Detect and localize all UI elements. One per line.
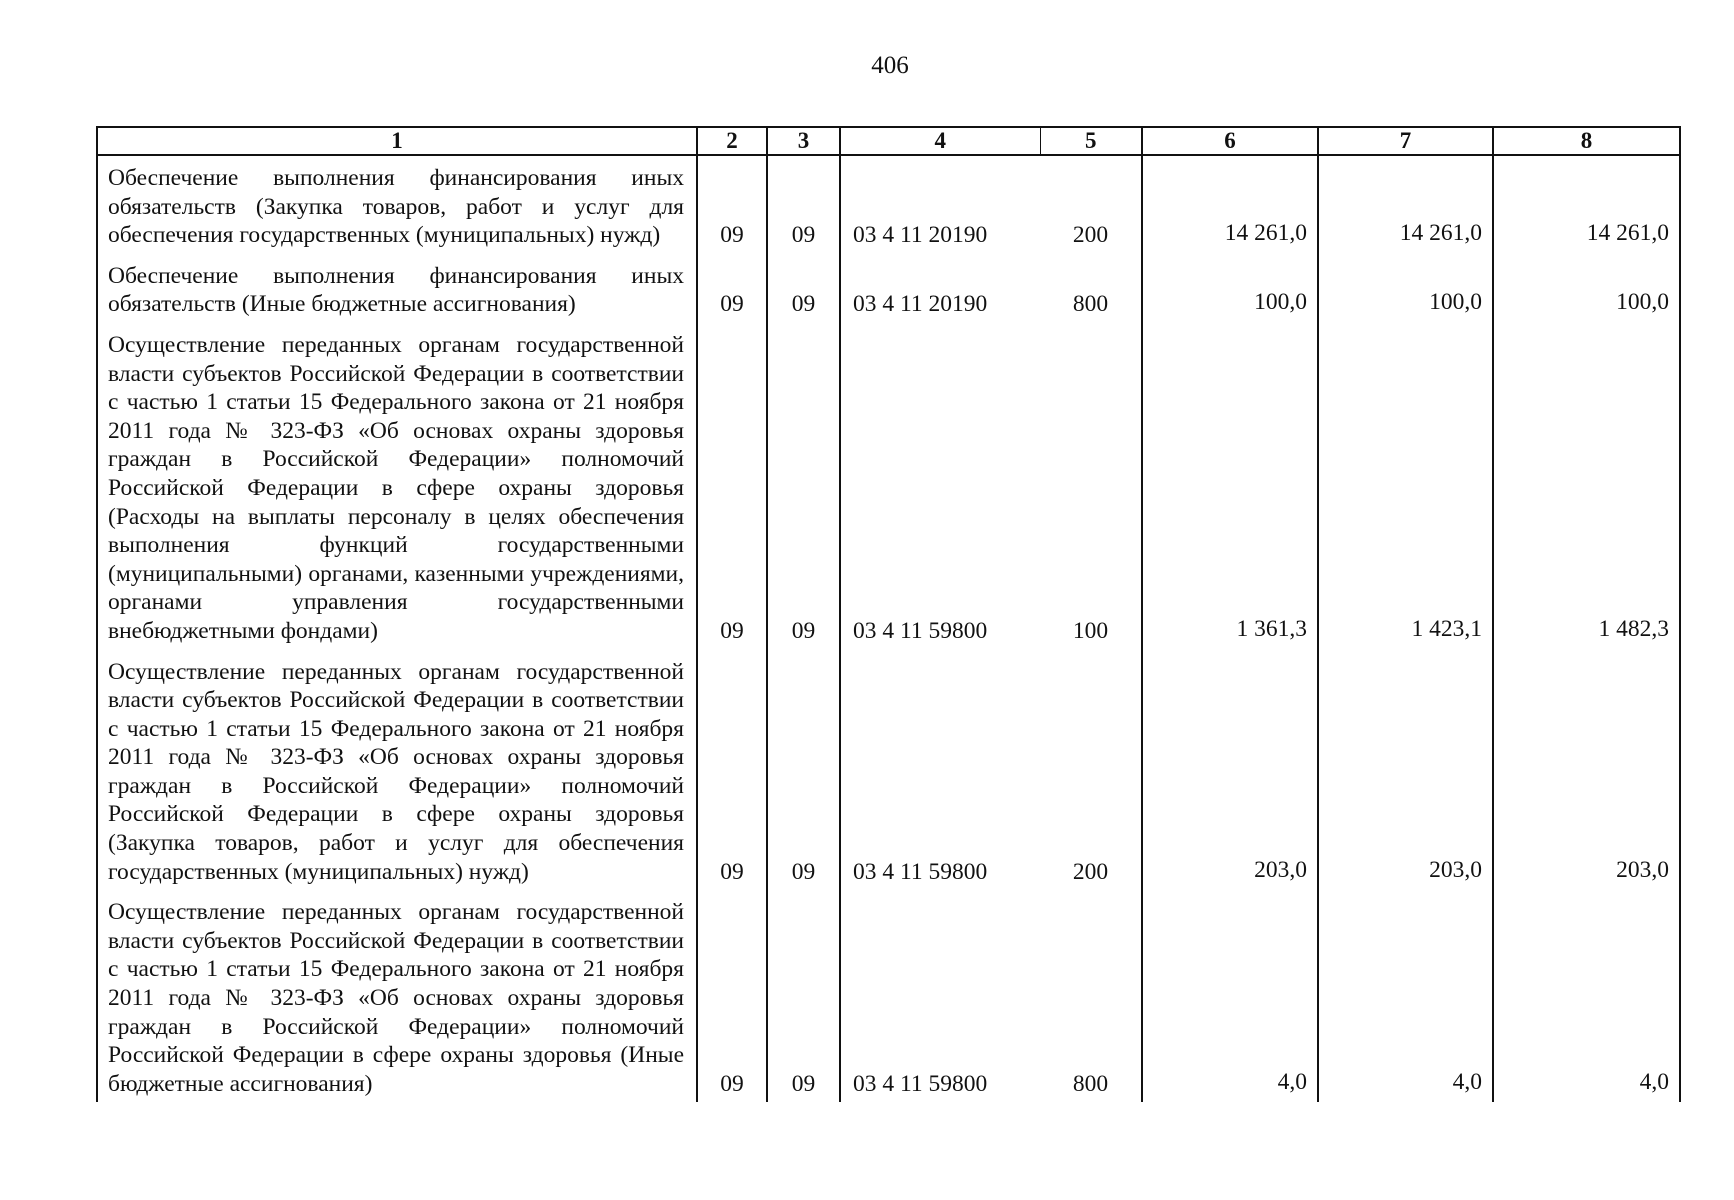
row-expense-type: 200: [1040, 650, 1142, 891]
header-col-5: 5: [1040, 127, 1142, 155]
row-amount-col-8: 203,0: [1493, 650, 1680, 891]
row-amount-col-7: 1 423,1: [1318, 323, 1493, 650]
row-section: 09: [697, 323, 767, 650]
budget-table: [96, 126, 1681, 1102]
header-col-3: 3: [767, 127, 840, 155]
row-expense-type: 200: [1040, 155, 1142, 254]
row-target-article: 03 4 11 59800: [840, 890, 1040, 1102]
row-expense-type: 800: [1040, 890, 1142, 1102]
row-section: 09: [697, 890, 767, 1102]
row-name: Осуществление переданных органам государственной власти субъектов Российской Федерации в соответствии с частью 1 статьи 15 Федерального закона от 21 ноября 2011 года № 323-ФЗ «Об основах охраны здоровья граждан в Российской Федерации» полномочий Российской Федерации в сфере охраны здоровья (Иные бюджетные ассигнования): [97, 890, 697, 1102]
table-row: [97, 323, 1680, 650]
row-target-article: 03 4 11 20190: [840, 254, 1040, 323]
row-amount-col-6: 1 361,3: [1142, 323, 1318, 650]
row-amount-col-7: 4,0: [1318, 890, 1493, 1102]
row-amount-col-8: 1 482,3: [1493, 323, 1680, 650]
row-amount-col-7: 100,0: [1318, 254, 1493, 323]
row-amount-col-6: 4,0: [1142, 890, 1318, 1102]
row-section: 09: [697, 650, 767, 891]
table-header-row: [97, 127, 1680, 155]
row-amount-col-8: 14 261,0: [1493, 155, 1680, 254]
row-section: 09: [697, 254, 767, 323]
header-col-1: 1: [97, 127, 697, 155]
header-col-4: 4: [840, 127, 1040, 155]
row-amount-col-8: 4,0: [1493, 890, 1680, 1102]
row-target-article: 03 4 11 59800: [840, 323, 1040, 650]
table-row: [97, 254, 1680, 323]
header-col-2: 2: [697, 127, 767, 155]
row-subsection: 09: [767, 323, 840, 650]
row-name: Осуществление переданных органам государственной власти субъектов Российской Федерации в соответствии с частью 1 статьи 15 Федерального закона от 21 ноября 2011 года № 323-ФЗ «Об основах охраны здоровья граждан в Российской Федерации» полномочий Российской Федерации в сфере охраны здоровья (Расходы на выплаты персоналу в целях обеспечения выполнения функций государственными (муниципальными) органами, казенными учреждениями, органами управления государственными внебюджетными фондами): [97, 323, 697, 650]
row-subsection: 09: [767, 155, 840, 254]
row-amount-col-6: 14 261,0: [1142, 155, 1318, 254]
header-col-8: 8: [1493, 127, 1680, 155]
row-amount-col-6: 203,0: [1142, 650, 1318, 891]
header-col-7: 7: [1318, 127, 1493, 155]
table-row: [97, 650, 1680, 891]
page-number: 406: [871, 52, 909, 79]
row-section: 09: [697, 155, 767, 254]
row-subsection: 09: [767, 650, 840, 891]
row-target-article: 03 4 11 59800: [840, 650, 1040, 891]
row-expense-type: 100: [1040, 323, 1142, 650]
row-amount-col-7: 14 261,0: [1318, 155, 1493, 254]
row-name: Обеспечение выполнения финансирования иных обязательств (Иные бюджетные ассигнования): [97, 254, 697, 323]
row-amount-col-7: 203,0: [1318, 650, 1493, 891]
row-amount-col-6: 100,0: [1142, 254, 1318, 323]
row-expense-type: 800: [1040, 254, 1142, 323]
header-col-6: 6: [1142, 127, 1318, 155]
table-row: [97, 155, 1680, 254]
table-row: [97, 890, 1680, 1102]
row-target-article: 03 4 11 20190: [840, 155, 1040, 254]
row-amount-col-8: 100,0: [1493, 254, 1680, 323]
row-subsection: 09: [767, 254, 840, 323]
row-name: Осуществление переданных органам государственной власти субъектов Российской Федерации в соответствии с частью 1 статьи 15 Федерального закона от 21 ноября 2011 года № 323-ФЗ «Об основах охраны здоровья граждан в Российской Федерации» полномочий Российской Федерации в сфере охраны здоровья (Закупка товаров, работ и услуг для обеспечения государственных (муниципальных) нужд): [97, 650, 697, 891]
row-name: Обеспечение выполнения финансирования иных обязательств (Закупка товаров, работ и услуг для обеспечения государственных (муниципальных) нужд): [97, 155, 697, 254]
row-subsection: 09: [767, 890, 840, 1102]
